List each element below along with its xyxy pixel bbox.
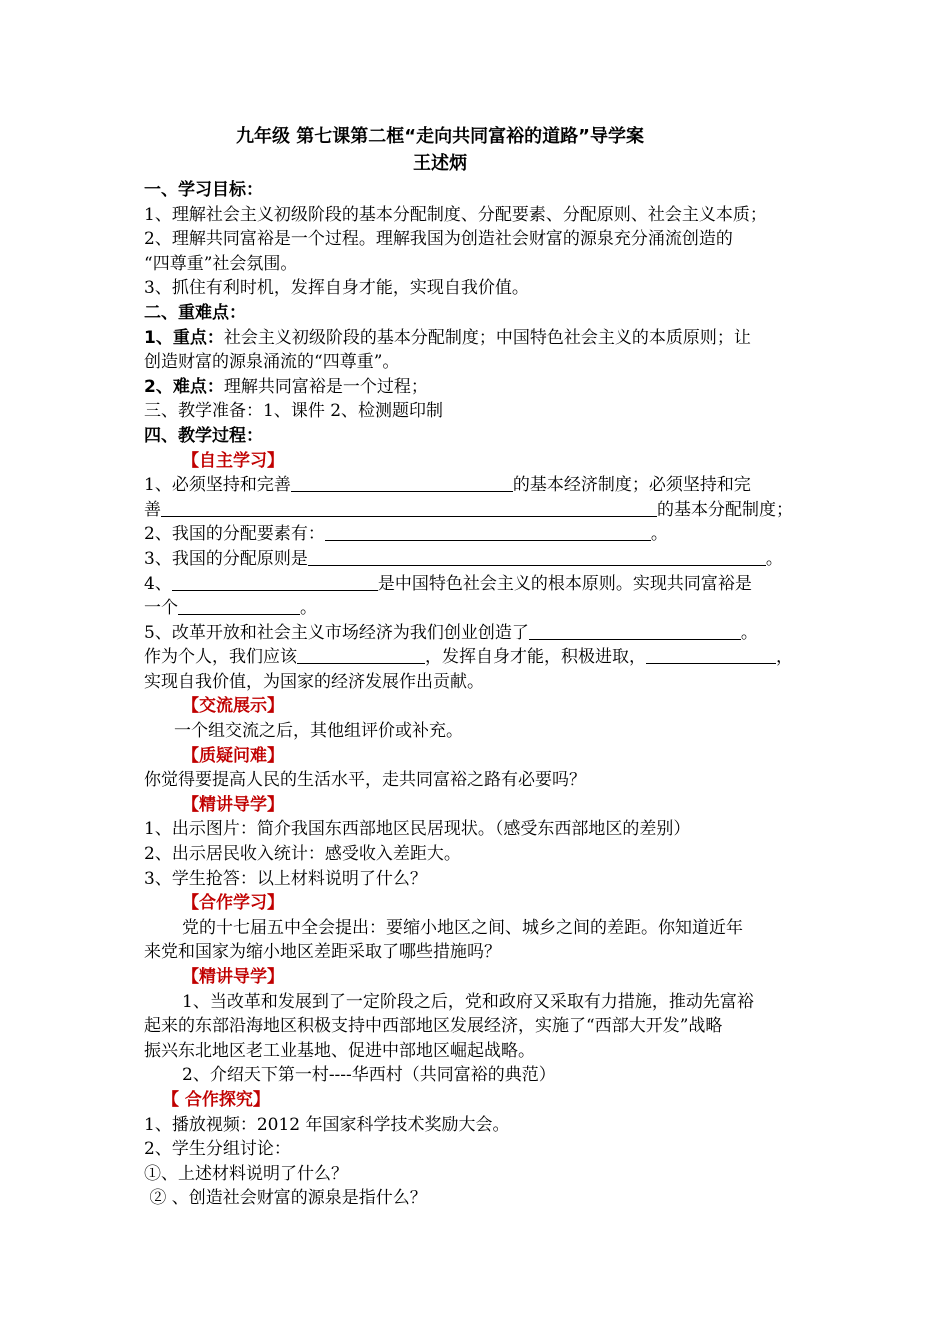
objective-line: 1、理解社会主义初级阶段的基本分配制度、分配要素、分配原则、社会主义本质； xyxy=(144,204,767,225)
text-line: 一个组交流之后，其他组评价或补充。 xyxy=(174,721,463,742)
author-name: 王述炳 xyxy=(413,153,467,174)
question-line: 3、我国的分配原则是 。 xyxy=(144,548,783,569)
question-line: 4、 是中国特色社会主义的根本原则。实现共同富裕是 xyxy=(144,573,752,594)
document-body xyxy=(144,178,814,1211)
key-point-line: 创造财富的源泉涌流的“四尊重”。 xyxy=(144,352,400,373)
question-line: 作为个人，我们应该 ，发挥自身才能，积极进取， ， xyxy=(144,647,793,668)
text-line: 振兴东北地区老工业基地、促进中部地区崛起战略。 xyxy=(144,1040,535,1061)
text-line: 你觉得要提高人民的生活水平，走共同富裕之路有必要吗？ xyxy=(144,770,586,791)
tag-questions: 【质疑问难】 xyxy=(182,745,284,766)
key-point-line: 1、重点：社会主义初级阶段的基本分配制度；中国特色社会主义的本质原则；让 xyxy=(144,327,751,348)
difficulty-line: 2、难点：理解共同富裕是一个过程； xyxy=(144,376,428,397)
tag-lecture: 【精讲导学】 xyxy=(182,794,284,815)
fill-blank[interactable] xyxy=(308,548,766,566)
fill-blank[interactable] xyxy=(178,597,300,615)
text-line: 1、当改革和发展到了一定阶段之后，党和政府又采取有力措施，推动先富裕 xyxy=(182,991,754,1012)
document-title: 九年级 第七课第二框“走向共同富裕的道路”导学案 xyxy=(236,126,644,147)
text-line: 3、学生抢答：以上材料说明了什么？ xyxy=(144,868,427,889)
text-line: 1、出示图片：简介我国东西部地区民居现状。（感受东西部地区的差别） xyxy=(144,819,691,840)
section-heading-process: 四、教学过程： xyxy=(144,425,263,446)
objective-line: “四尊重”社会氛围。 xyxy=(144,253,298,274)
objective-line: 2、理解共同富裕是一个过程。理解我国为创造社会财富的源泉充分涌流创造的 xyxy=(144,229,733,250)
section-heading-objectives: 一、学习目标： xyxy=(144,180,263,200)
question-line: 2、我国的分配要素有： 。 xyxy=(144,524,668,545)
question-line: 5、改革开放和社会主义市场经济为我们创业创造了 。 xyxy=(144,622,758,643)
text-line: 来党和国家为缩小地区差距采取了哪些措施吗？ xyxy=(144,942,501,963)
text-line: 2、介绍天下第一村----华西村（共同富裕的典范） xyxy=(182,1065,556,1086)
fill-blank[interactable] xyxy=(297,646,425,664)
fill-blank[interactable] xyxy=(172,573,378,591)
text-line: 党的十七届五中全会提出：要缩小地区之间、城乡之间的差距。你知道近年 xyxy=(182,917,743,938)
fill-blank[interactable] xyxy=(161,499,657,517)
text-line: 起来的东部沿海地区积极支持中西部地区发展经济，实施了“西部大开发”战略 xyxy=(144,1016,723,1037)
preparation-line: 三、教学准备：1、课件 2、检测题印制 xyxy=(144,401,444,422)
text-line: ①、上述材料说明了什么？ xyxy=(144,1163,348,1184)
question-line: 实现自我价值，为国家的经济发展作出贡献。 xyxy=(144,671,484,692)
fill-blank[interactable] xyxy=(325,523,651,541)
tag-cooperative-study: 【合作学习】 xyxy=(182,893,284,914)
objective-line: 3、抓住有利时机，发挥自身才能，实现自我价值。 xyxy=(144,278,529,299)
tag-cooperative-inquiry: 【 合作探究】 xyxy=(162,1089,270,1110)
question-line: 善 的基本分配制度； xyxy=(144,499,793,520)
tag-exchange: 【交流展示】 xyxy=(182,696,284,717)
fill-blank[interactable] xyxy=(646,646,776,664)
text-line: 1、播放视频：2012 年国家科学技术奖励大会。 xyxy=(144,1114,510,1135)
text-line: ② 、创造社会财富的源泉是指什么？ xyxy=(144,1188,427,1209)
fill-blank[interactable] xyxy=(291,474,513,492)
section-heading-key-points: 二、重难点： xyxy=(144,302,246,323)
text-line: 2、出示居民收入统计：感受收入差距大。 xyxy=(144,844,461,865)
tag-self-study: 【自主学习】 xyxy=(182,450,284,471)
tag-lecture: 【精讲导学】 xyxy=(182,967,284,987)
text-line: 2、学生分组讨论： xyxy=(144,1139,291,1160)
question-line: 1、必须坚持和完善 的基本经济制度；必须坚持和完 xyxy=(144,475,751,496)
fill-blank[interactable] xyxy=(529,622,741,640)
question-line: 一个 。 xyxy=(144,598,317,619)
